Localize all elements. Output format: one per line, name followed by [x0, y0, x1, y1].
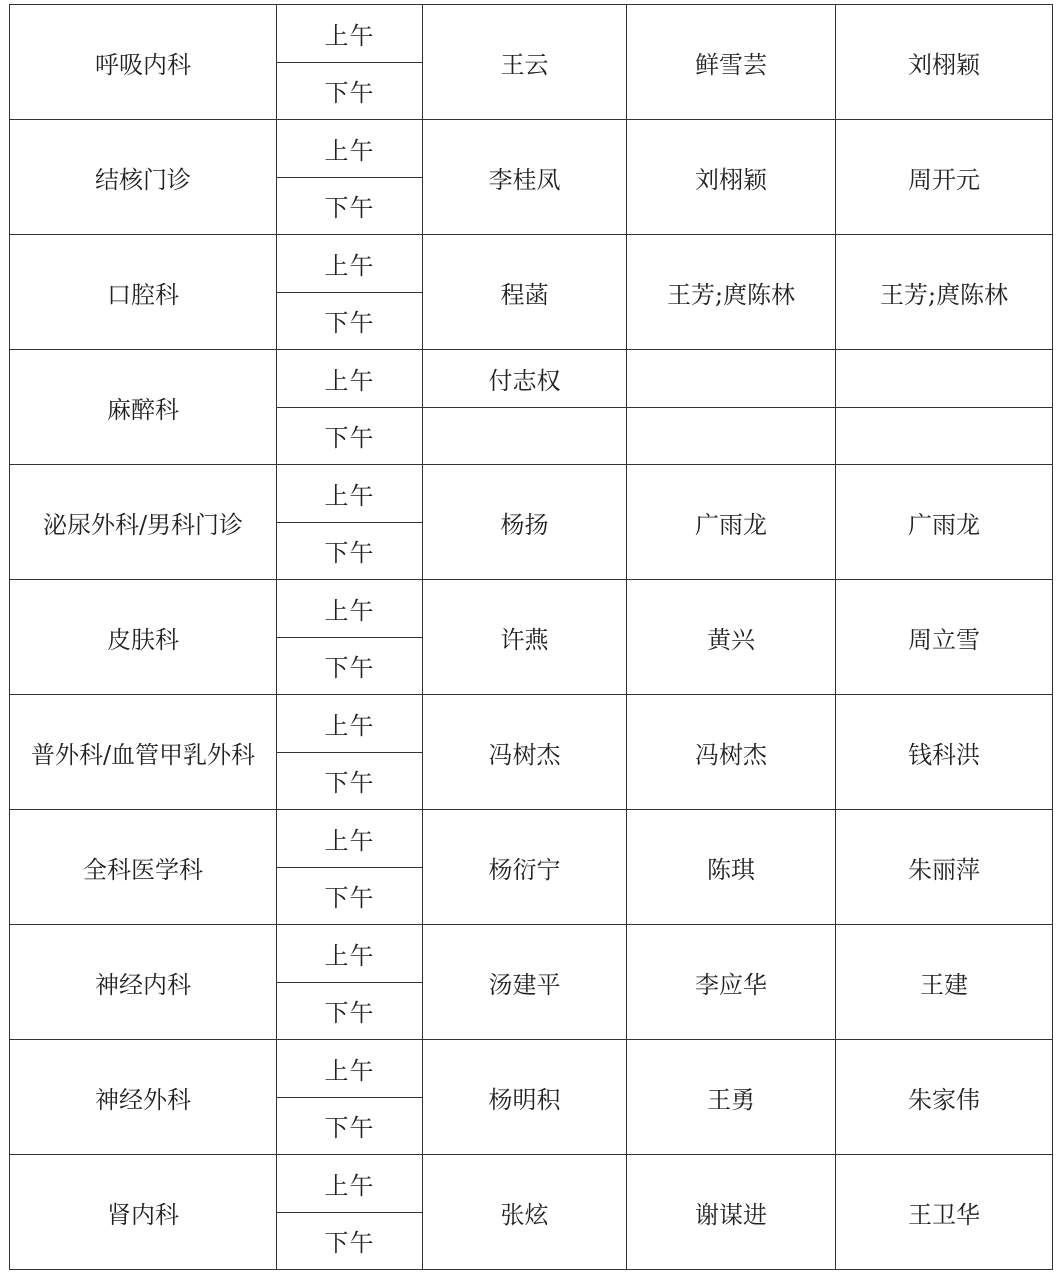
- doctor-cell: 李桂凤: [423, 120, 627, 235]
- period-am: 上午: [277, 120, 423, 178]
- doctor-cell: 王芳;庹陈林: [627, 235, 836, 350]
- table-row: [10, 925, 1053, 983]
- period-pm: 下午: [277, 1097, 423, 1155]
- doctor-cell: 李应华: [627, 925, 836, 1040]
- period-am: 上午: [277, 810, 423, 868]
- doctor-cell: 程菡: [423, 235, 627, 350]
- doctor-cell: 付志权: [423, 350, 627, 408]
- period-pm: 下午: [277, 637, 423, 695]
- doctor-cell: 黄兴: [627, 580, 836, 695]
- period-pm: 下午: [277, 982, 423, 1040]
- table-row: [10, 1155, 1053, 1213]
- period-am: 上午: [277, 1040, 423, 1098]
- doctor-cell: 张炫: [423, 1155, 627, 1270]
- period-pm: 下午: [277, 1212, 423, 1270]
- doctor-cell: 王卫华: [836, 1155, 1053, 1270]
- doctor-cell: 周立雪: [836, 580, 1053, 695]
- period-pm: 下午: [277, 292, 423, 350]
- period-am: 上午: [277, 5, 423, 63]
- dept-cell: 普外科/血管甲乳外科: [10, 695, 277, 810]
- period-am: 上午: [277, 695, 423, 753]
- period-am: 上午: [277, 1155, 423, 1213]
- doctor-cell: 谢谋进: [627, 1155, 836, 1270]
- doctor-cell: 杨扬: [423, 465, 627, 580]
- table-row: [10, 235, 1053, 293]
- period-am: 上午: [277, 465, 423, 523]
- period-pm: 下午: [277, 867, 423, 925]
- doctor-cell: 王芳;庹陈林: [836, 235, 1053, 350]
- doctor-cell: 王勇: [627, 1040, 836, 1155]
- doctor-cell: 广雨龙: [627, 465, 836, 580]
- table-row: [10, 1040, 1053, 1098]
- table-row: [10, 580, 1053, 638]
- doctor-cell: 广雨龙: [836, 465, 1053, 580]
- dept-cell: 呼吸内科: [10, 5, 277, 120]
- doctor-cell: [423, 407, 627, 465]
- doctor-cell: 冯树杰: [627, 695, 836, 810]
- doctor-cell: 许燕: [423, 580, 627, 695]
- dept-cell: 泌尿外科/男科门诊: [10, 465, 277, 580]
- doctor-cell: 钱科洪: [836, 695, 1053, 810]
- doctor-cell: 朱家伟: [836, 1040, 1053, 1155]
- period-pm: 下午: [277, 407, 423, 465]
- table-row: [10, 810, 1053, 868]
- doctor-cell: 杨明积: [423, 1040, 627, 1155]
- dept-cell: 口腔科: [10, 235, 277, 350]
- doctor-cell: [836, 350, 1053, 408]
- dept-cell: 麻醉科: [10, 350, 277, 465]
- doctor-cell: 刘栩颖: [627, 120, 836, 235]
- schedule-table: [9, 4, 1053, 1270]
- table-row: [10, 350, 1053, 408]
- period-am: 上午: [277, 925, 423, 983]
- doctor-cell: 杨衍宁: [423, 810, 627, 925]
- table-row: [10, 5, 1053, 63]
- doctor-cell: [627, 407, 836, 465]
- table-row: [10, 695, 1053, 753]
- table-row: [10, 465, 1053, 523]
- doctor-cell: 王建: [836, 925, 1053, 1040]
- table-row: [10, 120, 1053, 178]
- dept-cell: 皮肤科: [10, 580, 277, 695]
- period-pm: 下午: [277, 177, 423, 235]
- doctor-cell: 王云: [423, 5, 627, 120]
- period-am: 上午: [277, 350, 423, 408]
- doctor-cell: 周开元: [836, 120, 1053, 235]
- dept-cell: 神经外科: [10, 1040, 277, 1155]
- doctor-cell: 汤建平: [423, 925, 627, 1040]
- period-am: 上午: [277, 580, 423, 638]
- period-am: 上午: [277, 235, 423, 293]
- doctor-cell: 朱丽萍: [836, 810, 1053, 925]
- dept-cell: 神经内科: [10, 925, 277, 1040]
- doctor-cell: [836, 407, 1053, 465]
- dept-cell: 全科医学科: [10, 810, 277, 925]
- dept-cell: 结核门诊: [10, 120, 277, 235]
- doctor-cell: 刘栩颖: [836, 5, 1053, 120]
- doctor-cell: 冯树杰: [423, 695, 627, 810]
- dept-cell: 肾内科: [10, 1155, 277, 1270]
- doctor-cell: 鲜雪芸: [627, 5, 836, 120]
- period-pm: 下午: [277, 522, 423, 580]
- doctor-cell: 陈琪: [627, 810, 836, 925]
- period-pm: 下午: [277, 62, 423, 120]
- period-pm: 下午: [277, 752, 423, 810]
- doctor-cell: [627, 350, 836, 408]
